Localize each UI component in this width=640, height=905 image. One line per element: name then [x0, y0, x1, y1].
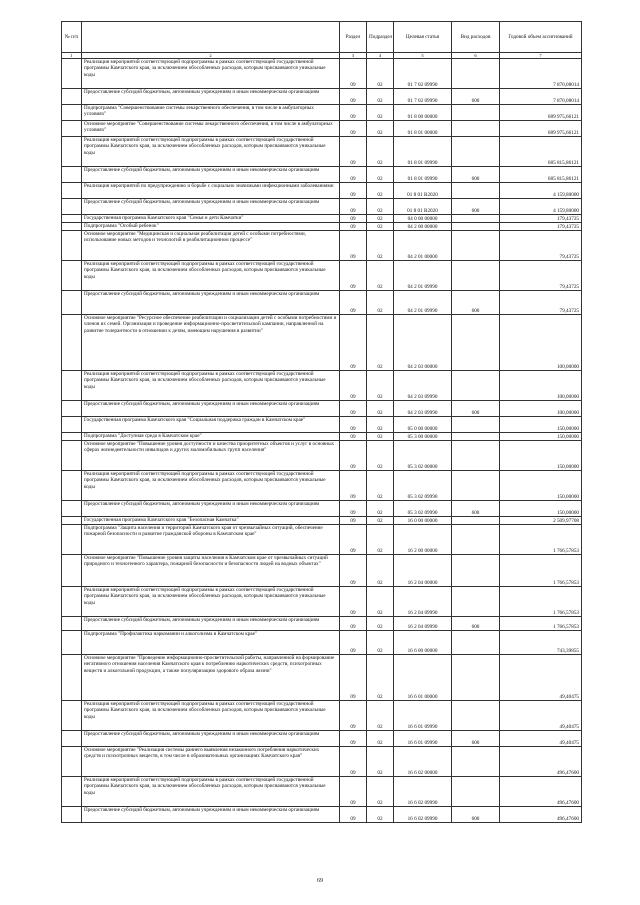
- row-podrazdel: 02: [367, 655, 394, 701]
- row-name: Основное мероприятие "Проведение информационно-просветительской работы, направленной на формирование негативного отношения населения Камчатского края к потреблению наркотических средств, психотропных веществ и алкогольной продукции, а также популяризацию здорового образа жизни": [82, 655, 340, 701]
- row-podrazdel: 02: [367, 777, 394, 807]
- row-podrazdel: 02: [367, 525, 394, 555]
- row-sum: 496,47600: [500, 807, 582, 823]
- row-csr: 16 6 02 09990: [394, 807, 452, 823]
- row-razdel: 09: [340, 777, 367, 807]
- row-podrazdel: 02: [367, 433, 394, 441]
- row-vr: [452, 701, 500, 731]
- row-razdel: 09: [340, 121, 367, 137]
- row-csr: 04 0 00 00000: [394, 215, 452, 223]
- row-podrazdel: 02: [367, 89, 394, 105]
- table-row: [62, 555, 582, 587]
- row-sum: 7 870,08014: [500, 59, 582, 89]
- row-vr: [452, 371, 500, 401]
- header-vr: Вид расходов: [452, 22, 500, 53]
- row-name: Предоставление субсидий бюджетным, автономным учреждениям и иным некоммерческим организациям: [82, 401, 340, 417]
- header-razdel: Раздел: [340, 22, 367, 53]
- row-sum: 49,40475: [500, 655, 582, 701]
- row-razdel: 09: [340, 517, 367, 525]
- row-name: Основное мероприятие "Повышение уровня защиты населения в Камчатском крае от чрезвычайных ситуаций природного и техногенного характера, пожарной безопасности и безопасности людей на водных объектах": [82, 555, 340, 587]
- row-sum: 685 815,86121: [500, 137, 582, 167]
- blank-cell: [62, 371, 82, 401]
- table-row: [62, 223, 582, 231]
- row-csr: 01 8 01 R2020: [394, 183, 452, 199]
- table-row: [62, 747, 582, 777]
- blank-cell: [62, 433, 82, 441]
- row-csr: 01 8 01 00000: [394, 121, 452, 137]
- budget-table: [61, 21, 582, 823]
- table-row: [62, 471, 582, 501]
- row-sum: 743,39855: [500, 631, 582, 655]
- row-razdel: 09: [340, 401, 367, 417]
- row-razdel: 09: [340, 701, 367, 731]
- blank-cell: [62, 417, 82, 433]
- row-name: Предоставление субсидий бюджетным, автономным учреждениям и иным некоммерческим организациям: [82, 291, 340, 315]
- row-vr: [452, 215, 500, 223]
- row-razdel: 09: [340, 471, 367, 501]
- row-vr: 600: [452, 731, 500, 747]
- col-number: 3: [340, 53, 367, 59]
- row-razdel: 09: [340, 525, 367, 555]
- row-razdel: 09: [340, 137, 367, 167]
- row-csr: 04 2 01 00000: [394, 231, 452, 261]
- blank-cell: [62, 137, 82, 167]
- row-name: Основное мероприятие "Совершенствование системы лекарственного обеспечения, в том числе в амбулаторных условиях": [82, 121, 340, 137]
- row-razdel: 09: [340, 183, 367, 199]
- col-number: 7: [500, 53, 582, 59]
- row-vr: 600: [452, 89, 500, 105]
- row-name: Основное мероприятие "Повышение уровня доступности и качества приоритетных объектов и услуг в основных сферах жизнедеятельности инвалидов и других маломобильных групп населения": [82, 441, 340, 471]
- row-sum: 49,40475: [500, 731, 582, 747]
- row-razdel: 09: [340, 655, 367, 701]
- row-name: Предоставление субсидий бюджетным, автономным учреждениям и иным некоммерческим организациям: [82, 731, 340, 747]
- row-podrazdel: 02: [367, 631, 394, 655]
- row-vr: 600: [452, 617, 500, 631]
- table-row: [62, 731, 582, 747]
- row-vr: [452, 517, 500, 525]
- blank-cell: [62, 617, 82, 631]
- row-sum: 1 766,57853: [500, 587, 582, 617]
- row-vr: 600: [452, 167, 500, 183]
- blank-cell: [62, 215, 82, 223]
- row-vr: 600: [452, 401, 500, 417]
- table-row: [62, 777, 582, 807]
- row-csr: 16 6 00 00000: [394, 631, 452, 655]
- row-csr: 01 7 02 09990: [394, 59, 452, 89]
- table-row: [62, 433, 582, 441]
- row-name: Реализация мероприятий по предупреждению и борьбе с социально значимыми инфекционными заболеваниями: [82, 183, 340, 199]
- row-podrazdel: 02: [367, 747, 394, 777]
- row-vr: [452, 777, 500, 807]
- row-podrazdel: 02: [367, 587, 394, 617]
- row-csr: 01 8 01 09990: [394, 137, 452, 167]
- row-csr: 01 8 01 09990: [394, 167, 452, 183]
- row-razdel: 09: [340, 231, 367, 261]
- row-vr: [452, 105, 500, 121]
- row-vr: [452, 441, 500, 471]
- row-vr: [452, 183, 500, 199]
- row-name: Основное мероприятие "Реализация системы раннего выявления незаконного потребления наркотических средств и психотропных веществ, в том числе в образовательных организациях Камчатского края": [82, 747, 340, 777]
- row-name: Реализация мероприятий соответствующей подпрограммы в рамках соответствующей государственной программы Камчатского края, за исключением обособленных расходов, которым присваиваются уникальные коды: [82, 587, 340, 617]
- table-row: [62, 231, 582, 261]
- row-podrazdel: 02: [367, 417, 394, 433]
- header-num: № п/п: [62, 22, 82, 53]
- row-sum: 496,47600: [500, 777, 582, 807]
- row-sum: 150,00000: [500, 471, 582, 501]
- header-podrazdel: Подраздел: [367, 22, 394, 53]
- blank-cell: [62, 501, 82, 517]
- row-podrazdel: 02: [367, 501, 394, 517]
- row-sum: 2 509,97708: [500, 517, 582, 525]
- row-sum: 100,00000: [500, 315, 582, 371]
- row-razdel: 09: [340, 441, 367, 471]
- row-csr: 04 2 03 00000: [394, 315, 452, 371]
- blank-cell: [62, 261, 82, 291]
- table-row: [62, 121, 582, 137]
- blank-cell: [62, 701, 82, 731]
- table-row: [62, 215, 582, 223]
- row-razdel: 09: [340, 807, 367, 823]
- table-row: [62, 315, 582, 371]
- row-razdel: 09: [340, 223, 367, 231]
- row-sum: 79,43725: [500, 261, 582, 291]
- row-name: Реализация мероприятий соответствующей подпрограммы в рамках соответствующей государственной программы Камчатского края, за исключением обособленных расходов, которым присваиваются уникальные коды: [82, 777, 340, 807]
- row-name: Государственная программа Камчатского края "Социальная поддержка граждан в Камчатском крае": [82, 417, 340, 433]
- row-sum: 150,00000: [500, 441, 582, 471]
- row-podrazdel: 02: [367, 291, 394, 315]
- row-csr: 16 2 04 09990: [394, 587, 452, 617]
- row-vr: [452, 471, 500, 501]
- row-csr: 16 2 04 09990: [394, 617, 452, 631]
- row-vr: 600: [452, 807, 500, 823]
- row-podrazdel: 02: [367, 441, 394, 471]
- blank-cell: [62, 525, 82, 555]
- blank-cell: [62, 655, 82, 701]
- row-csr: 16 6 01 09990: [394, 701, 452, 731]
- col-number: 1: [62, 53, 82, 59]
- row-sum: 1 766,57853: [500, 617, 582, 631]
- row-sum: 100,00000: [500, 371, 582, 401]
- col-number: 4: [367, 53, 394, 59]
- row-csr: 16 6 01 00000: [394, 655, 452, 701]
- row-razdel: 09: [340, 501, 367, 517]
- row-csr: 05 3 02 09990: [394, 501, 452, 517]
- row-podrazdel: 02: [367, 231, 394, 261]
- blank-cell: [62, 401, 82, 417]
- blank-cell: [62, 517, 82, 525]
- row-sum: 1 766,57853: [500, 555, 582, 587]
- row-razdel: 09: [340, 167, 367, 183]
- row-podrazdel: 02: [367, 315, 394, 371]
- row-name: Подпрограмма "Особый ребенок": [82, 223, 340, 231]
- row-vr: 600: [452, 501, 500, 517]
- row-podrazdel: 02: [367, 701, 394, 731]
- row-vr: [452, 587, 500, 617]
- row-name: Государственная программа Камчатского края "Безопасная Камчатка": [82, 517, 340, 525]
- row-razdel: 09: [340, 747, 367, 777]
- table-row: [62, 199, 582, 215]
- col-number: 2: [82, 53, 340, 59]
- row-csr: 01 8 01 R2020: [394, 199, 452, 215]
- table-row: [62, 59, 582, 89]
- blank-cell: [62, 631, 82, 655]
- row-csr: 16 0 00 00000: [394, 517, 452, 525]
- table-row: [62, 441, 582, 471]
- row-sum: 689 975,66121: [500, 121, 582, 137]
- row-vr: [452, 315, 500, 371]
- row-razdel: 09: [340, 417, 367, 433]
- row-name: Государственная программа Камчатского края "Семья и дети Камчатки": [82, 215, 340, 223]
- row-vr: [452, 655, 500, 701]
- blank-cell: [62, 471, 82, 501]
- row-sum: 49,40475: [500, 701, 582, 731]
- table-row: [62, 655, 582, 701]
- row-podrazdel: 02: [367, 807, 394, 823]
- row-razdel: 09: [340, 631, 367, 655]
- blank-cell: [62, 89, 82, 105]
- row-vr: [452, 555, 500, 587]
- blank-cell: [62, 747, 82, 777]
- row-csr: 16 6 01 09990: [394, 731, 452, 747]
- row-name: Подпрограмма "Защита населения и территорий Камчатского края от чрезвычайных ситуаций, обеспечение пожарной безопасности и развитие гражданской обороны в Камчатском крае": [82, 525, 340, 555]
- row-csr: 05 3 02 09990: [394, 471, 452, 501]
- row-name: Основное мероприятие "Ресурсное обеспечение реабилитации и социализации детей с особыми потребностями и членов их семей. Организация и проведение информационно-просветительской кампании, направленной на развитие толерантности в отношении к детям, имеющим нарушения в развитии": [82, 315, 340, 371]
- row-name: Предоставление субсидий бюджетным, автономным учреждениям и иным некоммерческим организациям: [82, 199, 340, 215]
- table-row: [62, 501, 582, 517]
- row-vr: [452, 121, 500, 137]
- row-podrazdel: 02: [367, 215, 394, 223]
- row-sum: 685 815,86121: [500, 167, 582, 183]
- blank-cell: [62, 121, 82, 137]
- blank-cell: [62, 777, 82, 807]
- row-razdel: 09: [340, 371, 367, 401]
- table-row: [62, 105, 582, 121]
- row-name: Предоставление субсидий бюджетным, автономным учреждениям и иным некоммерческим организациям: [82, 501, 340, 517]
- blank-cell: [62, 183, 82, 199]
- table-row: [62, 617, 582, 631]
- table-row: [62, 525, 582, 555]
- row-vr: 600: [452, 199, 500, 215]
- row-name: Реализация мероприятий соответствующей подпрограммы в рамках соответствующей государственной программы Камчатского края, за исключением обособленных расходов, которым присваиваются уникальные коды: [82, 137, 340, 167]
- row-podrazdel: 02: [367, 617, 394, 631]
- row-sum: 496,47600: [500, 747, 582, 777]
- row-vr: [452, 223, 500, 231]
- row-name: Подпрограмма "Профилактика наркомании и алкоголизма в Камчатском крае": [82, 631, 340, 655]
- row-podrazdel: 02: [367, 59, 394, 89]
- row-csr: 01 8 00 00000: [394, 105, 452, 121]
- blank-cell: [62, 59, 82, 89]
- row-podrazdel: 02: [367, 731, 394, 747]
- header-name: [82, 22, 340, 53]
- row-csr: 05 3 00 00000: [394, 433, 452, 441]
- row-podrazdel: 02: [367, 199, 394, 215]
- row-vr: [452, 261, 500, 291]
- header-sum: Годовой объем ассигнований: [500, 22, 582, 53]
- row-podrazdel: 02: [367, 261, 394, 291]
- row-csr: 04 2 01 09990: [394, 291, 452, 315]
- table-row: [62, 291, 582, 315]
- table-row: [62, 517, 582, 525]
- row-podrazdel: 02: [367, 401, 394, 417]
- row-vr: [452, 137, 500, 167]
- row-sum: 4 159,80000: [500, 183, 582, 199]
- row-csr: 05 3 02 00000: [394, 441, 452, 471]
- table-row: [62, 401, 582, 417]
- row-sum: 150,00000: [500, 433, 582, 441]
- row-razdel: 09: [340, 555, 367, 587]
- row-sum: 79,43725: [500, 291, 582, 315]
- col-number: 6: [452, 53, 500, 59]
- blank-cell: [62, 555, 82, 587]
- row-csr: 04 2 01 09990: [394, 261, 452, 291]
- row-csr: 04 2 03 09990: [394, 371, 452, 401]
- blank-cell: [62, 441, 82, 471]
- row-podrazdel: 02: [367, 183, 394, 199]
- row-name: Предоставление субсидий бюджетным, автономным учреждениям и иным некоммерческим организациям: [82, 617, 340, 631]
- row-vr: [452, 433, 500, 441]
- row-name: Предоставление субсидий бюджетным, автономным учреждениям и иным некоммерческим организациям: [82, 807, 340, 823]
- row-sum: 100,00000: [500, 401, 582, 417]
- row-csr: 01 7 02 09990: [394, 89, 452, 105]
- row-vr: 600: [452, 291, 500, 315]
- row-podrazdel: 02: [367, 121, 394, 137]
- row-podrazdel: 02: [367, 517, 394, 525]
- blank-cell: [62, 315, 82, 371]
- blank-cell: [62, 807, 82, 823]
- row-name: Реализация мероприятий соответствующей подпрограммы в рамках соответствующей государственной программы Камчатского края, за исключением обособленных расходов, которым присваиваются уникальные коды: [82, 371, 340, 401]
- header-csr: Целевая статья: [394, 22, 452, 53]
- table-row: [62, 183, 582, 199]
- row-name: Предоставление субсидий бюджетным, автономным учреждениям и иным некоммерческим организациям: [82, 167, 340, 183]
- blank-cell: [62, 731, 82, 747]
- row-razdel: 09: [340, 199, 367, 215]
- row-sum: 150,00000: [500, 501, 582, 517]
- row-razdel: 09: [340, 291, 367, 315]
- row-razdel: 09: [340, 617, 367, 631]
- row-vr: [452, 631, 500, 655]
- row-sum: 4 159,80000: [500, 199, 582, 215]
- row-sum: 179,43725: [500, 223, 582, 231]
- row-name: Реализация мероприятий соответствующей подпрограммы в рамках соответствующей государственной программы Камчатского края, за исключением обособленных расходов, которым присваиваются уникальные коды: [82, 471, 340, 501]
- row-name: Реализация мероприятий соответствующей подпрограммы в рамках соответствующей государственной программы Камчатского края, за исключением обособленных расходов, которым присваиваются уникальные коды: [82, 701, 340, 731]
- row-csr: 16 2 00 00000: [394, 525, 452, 555]
- row-csr: 04 2 03 09990: [394, 401, 452, 417]
- row-podrazdel: 02: [367, 137, 394, 167]
- row-vr: [452, 59, 500, 89]
- page-number: 69: [317, 878, 323, 884]
- blank-cell: [62, 587, 82, 617]
- row-razdel: 09: [340, 587, 367, 617]
- col-number: 5: [394, 53, 452, 59]
- row-razdel: 09: [340, 59, 367, 89]
- table-row: [62, 701, 582, 731]
- row-podrazdel: 02: [367, 223, 394, 231]
- row-razdel: 09: [340, 433, 367, 441]
- row-podrazdel: 02: [367, 105, 394, 121]
- table-row: [62, 371, 582, 401]
- row-csr: 16 6 02 09990: [394, 777, 452, 807]
- row-sum: 79,43725: [500, 231, 582, 261]
- blank-cell: [62, 199, 82, 215]
- blank-cell: [62, 223, 82, 231]
- row-sum: 7 870,08014: [500, 89, 582, 105]
- row-vr: [452, 417, 500, 433]
- blank-cell: [62, 105, 82, 121]
- row-csr: 05 0 00 00000: [394, 417, 452, 433]
- blank-cell: [62, 167, 82, 183]
- row-sum: 1 766,57853: [500, 525, 582, 555]
- row-podrazdel: 02: [367, 371, 394, 401]
- row-podrazdel: 02: [367, 167, 394, 183]
- row-vr: [452, 231, 500, 261]
- row-name: Реализация мероприятий соответствующей подпрограммы в рамках соответствующей государственной программы Камчатского края, за исключением обособленных расходов, которым присваиваются уникальные коды: [82, 59, 340, 89]
- row-csr: 16 6 02 00000: [394, 747, 452, 777]
- row-razdel: 09: [340, 215, 367, 223]
- row-csr: 04 2 00 00000: [394, 223, 452, 231]
- header-row: [62, 22, 582, 53]
- blank-cell: [62, 231, 82, 261]
- row-razdel: 09: [340, 315, 367, 371]
- row-name: Подпрограмма "Совершенствование системы лекарственного обеспечения, в том числе в амбулаторных условиях": [82, 105, 340, 121]
- table-row: [62, 137, 582, 167]
- row-razdel: 09: [340, 261, 367, 291]
- table-row: [62, 417, 582, 433]
- row-name: Предоставление субсидий бюджетным, автономным учреждениям и иным некоммерческим организациям: [82, 89, 340, 105]
- row-sum: 689 975,66121: [500, 105, 582, 121]
- blank-cell: [62, 291, 82, 315]
- table-row: [62, 587, 582, 617]
- table-row: [62, 89, 582, 105]
- row-vr: [452, 747, 500, 777]
- row-name: Реализация мероприятий соответствующей подпрограммы в рамках соответствующей государственной программы Камчатского края, за исключением обособленных расходов, которым присваиваются уникальные коды: [82, 261, 340, 291]
- row-vr: [452, 525, 500, 555]
- row-name: Подпрограмма "Доступная среда в Камчатском крае": [82, 433, 340, 441]
- table-body: [62, 59, 582, 823]
- table-row: [62, 631, 582, 655]
- row-razdel: 09: [340, 89, 367, 105]
- table-row: [62, 261, 582, 291]
- table-row: [62, 807, 582, 823]
- table-row: [62, 167, 582, 183]
- row-sum: 179,43725: [500, 215, 582, 223]
- row-name: Основное мероприятие "Медицинская и социальная реабилитация детей с особыми потребностями, использование новых методов и технологий в реабилитационном процессе": [82, 231, 340, 261]
- row-sum: 150,00000: [500, 417, 582, 433]
- row-razdel: 09: [340, 731, 367, 747]
- row-podrazdel: 02: [367, 471, 394, 501]
- row-podrazdel: 02: [367, 555, 394, 587]
- row-csr: 16 2 04 00000: [394, 555, 452, 587]
- row-razdel: 09: [340, 105, 367, 121]
